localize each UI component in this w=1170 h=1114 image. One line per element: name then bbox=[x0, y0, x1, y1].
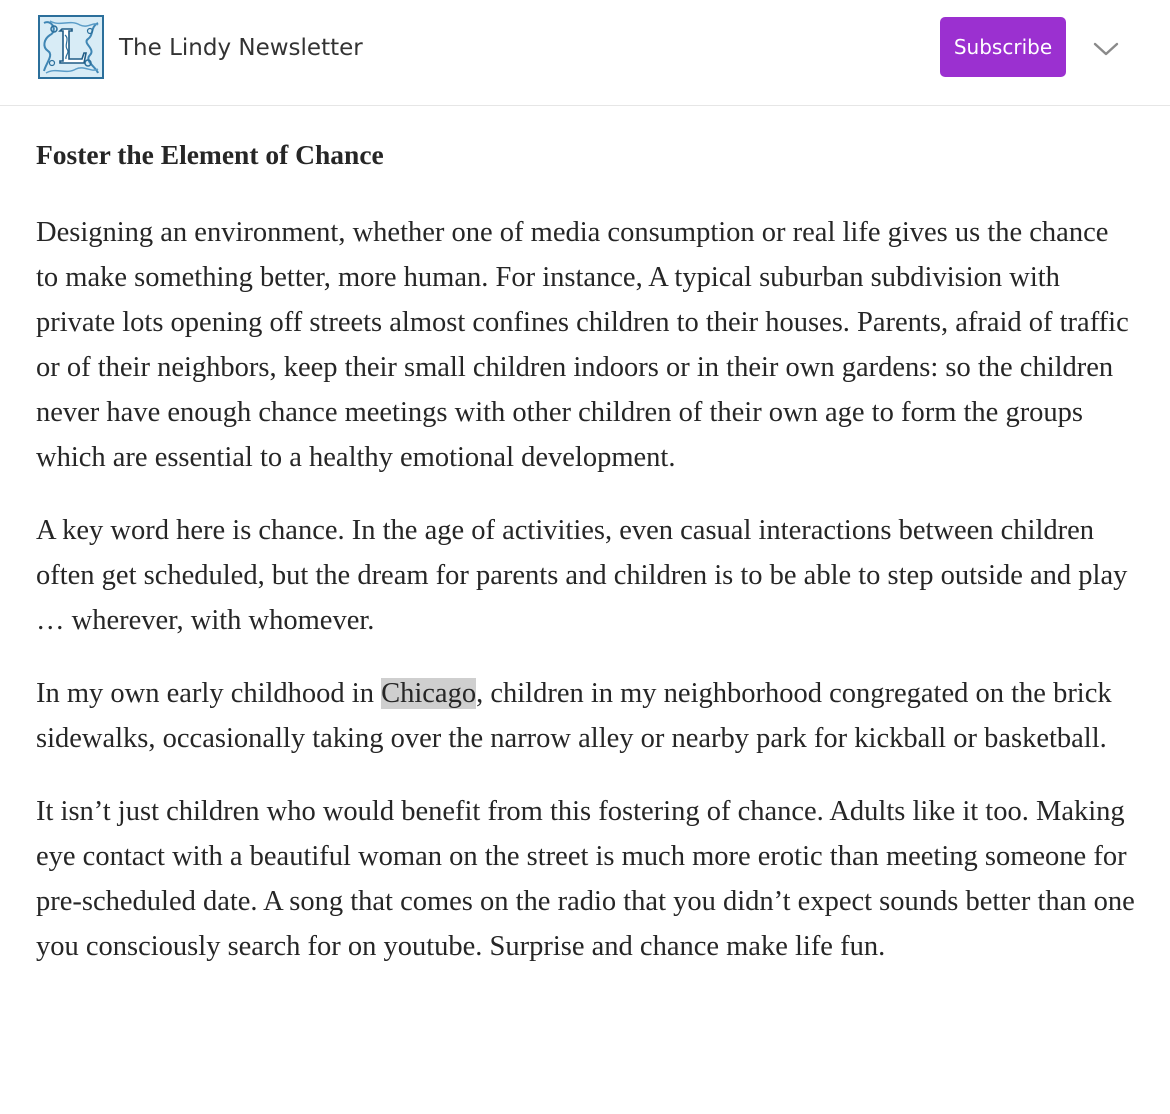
highlighted-link-chicago[interactable]: Chicago bbox=[381, 678, 477, 709]
publication-name[interactable]: The Lindy Newsletter bbox=[119, 35, 363, 61]
article-body bbox=[36, 130, 1136, 997]
paragraph-4: It isn’t just children who would benefit from this fostering of chance. Adults like it too. Making eye contact with a beautiful woman on the street is much more erotic than meeting someone for pre-scheduled date. A song that comes on the radio that you didn’t expect sounds better than one you consciously search for on youtube. Surprise and chance make life fun. bbox=[36, 796, 1135, 962]
ornate-letter-l-logo-icon[interactable] bbox=[38, 15, 104, 79]
subscribe-button[interactable]: Subscribe bbox=[940, 17, 1066, 77]
paragraph-3 bbox=[36, 671, 1136, 761]
paragraph-2: A key word here is chance. In the age of activities, even casual interactions between children often get scheduled, but the dream for parents and children is to be able to step outside and play … wherever, with whomever. bbox=[36, 515, 1128, 636]
paragraph-3-text-before: In my own early childhood in bbox=[36, 678, 382, 709]
chevron-down-icon[interactable] bbox=[1088, 34, 1124, 64]
section-heading: Foster the Element of Chance bbox=[36, 139, 384, 170]
paragraph-1: Designing an environment, whether one of media consumption or real life gives us the chance to make something better, more human. For instance, A typical suburban subdivision with private lots opening off streets almost confines children to their houses. Parents, afraid of traffic or of their neighbors, keep their small children indoors or in their own gardens: so the children never have enough chance meetings with other children of their own age to form the groups which are essential to a healthy emotional development. bbox=[36, 217, 1129, 473]
paragraph-3-text-after: , children in my neighborhood congregated on the brick sidewalks, occasionally taking over the narrow alley or nearby park for kickball or basketball. bbox=[36, 678, 1112, 754]
top-navigation-bar bbox=[0, 0, 1170, 106]
